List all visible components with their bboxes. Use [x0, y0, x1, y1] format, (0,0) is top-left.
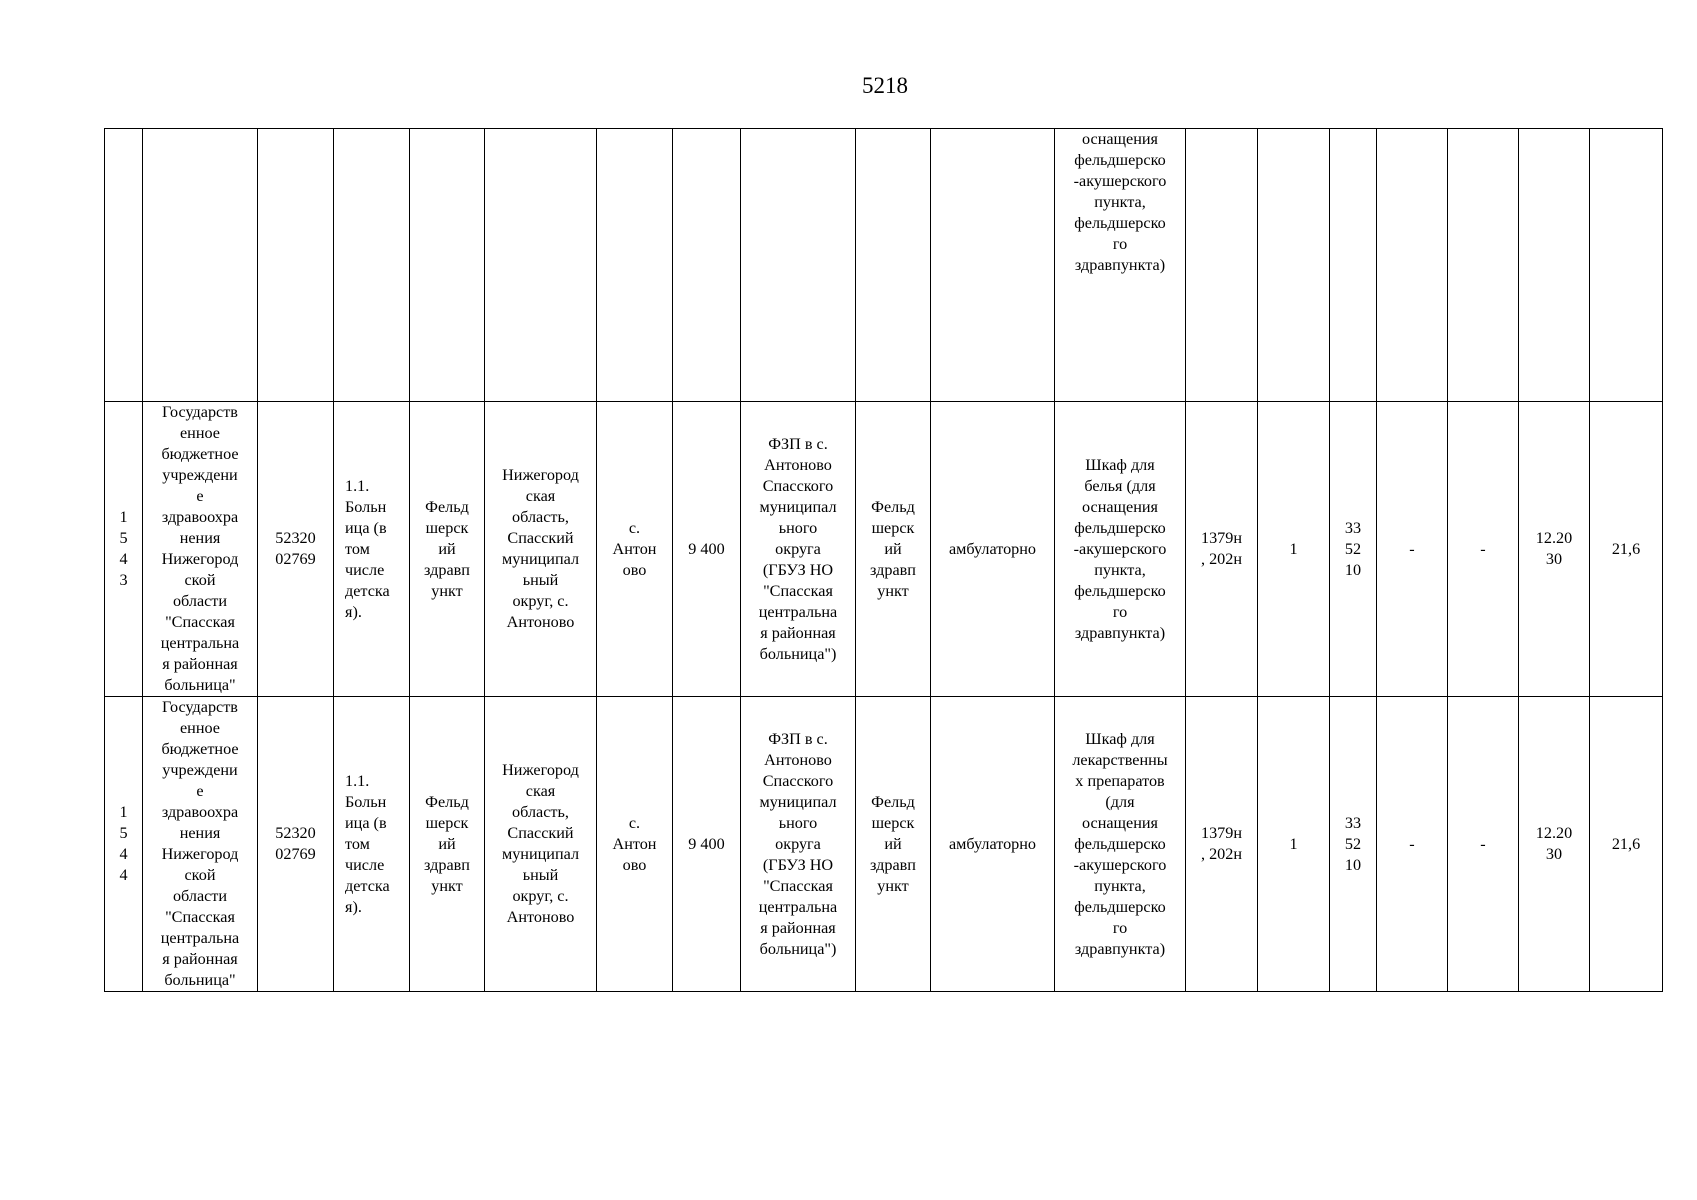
organization-name: Государств енное бюджетное учреждени е здравоохра нения Нижегород ской области "Спасская центральна я районная больница" [160, 403, 240, 694]
cell-address [485, 402, 597, 697]
cell-empty [1448, 129, 1519, 402]
cell-facility [741, 402, 856, 697]
cell-empty [258, 129, 334, 402]
cell-date [1519, 697, 1590, 992]
cell-date [1519, 402, 1590, 697]
facility-value: ФЗП в с. Антоново Спасского муниципал ьного округа (ГБУЗ НО "Спасская центральна я районная больница") [758, 434, 838, 663]
quantity-value: 1 [1289, 539, 1298, 558]
locality-value: с. Антон ово [612, 518, 657, 579]
row-number: 1 5 4 4 [119, 803, 128, 884]
cell-code [1330, 697, 1377, 992]
col16-value: - [1480, 834, 1486, 853]
cell-empty [1330, 129, 1377, 402]
cell-item-continued [1055, 129, 1186, 402]
cell-subdivision [856, 402, 931, 697]
cell-locality [597, 402, 673, 697]
cell-population [673, 697, 741, 992]
cell-empty [143, 129, 258, 402]
cell-empty [1519, 129, 1590, 402]
category-value: 1.1. Больн ица (в том числе детска я). [345, 771, 390, 916]
order-value: 1379н , 202н [1200, 824, 1243, 863]
population-value: 9 400 [688, 834, 725, 853]
cell-number [105, 697, 143, 992]
row-number: 1 5 4 3 [119, 508, 128, 589]
date-value: 12.20 30 [1535, 529, 1573, 568]
care-form-value: амбулаторно [948, 539, 1037, 558]
facility-value: ФЗП в с. Антоново Спасского муниципал ьного округа (ГБУЗ НО "Спасская центральна я районная больница") [758, 729, 838, 958]
care-form-value: амбулаторно [948, 834, 1037, 853]
cell-order [1186, 402, 1258, 697]
cell-amount [1590, 697, 1663, 992]
item-value: Шкаф для белья (для оснащения фельдшерско -акушерского пункта, фельдшерско го здравпункта) [1073, 455, 1167, 642]
col16-value: - [1480, 539, 1486, 558]
cell-organization [143, 402, 258, 697]
cell-empty [1590, 129, 1663, 402]
quantity-value: 1 [1289, 834, 1298, 853]
date-value: 12.20 30 [1535, 824, 1573, 863]
col15-value: - [1409, 834, 1415, 853]
cell-unit-type [410, 402, 485, 697]
cell-category [334, 402, 410, 697]
table-row [105, 402, 1663, 697]
cell-empty [105, 129, 143, 402]
cell-item [1055, 697, 1186, 992]
locality-value: с. Антон ово [612, 813, 657, 874]
cell-empty [334, 129, 410, 402]
cell-col15 [1377, 697, 1448, 992]
order-value: 1379н , 202н [1200, 529, 1243, 568]
cell-care-form [931, 697, 1055, 992]
organization-name: Государств енное бюджетное учреждени е здравоохра нения Нижегород ской области "Спасская центральна я районная больница" [160, 698, 240, 989]
amount-value: 21,6 [1611, 539, 1641, 558]
cell-number [105, 402, 143, 697]
cell-empty [485, 129, 597, 402]
cell-col16 [1448, 402, 1519, 697]
population-value: 9 400 [688, 539, 725, 558]
cell-organization [143, 697, 258, 992]
code-value: 33 52 10 [1344, 813, 1362, 874]
inn-value: 52320 02769 [275, 529, 316, 568]
continuation-row [105, 129, 1663, 402]
page-number: 5218 [862, 73, 908, 98]
cell-item [1055, 402, 1186, 697]
subdivision-value: Фельд шерск ий здравп ункт [870, 497, 916, 600]
subdivision-value: Фельд шерск ий здравп ункт [870, 792, 916, 895]
amount-value: 21,6 [1611, 834, 1641, 853]
cell-quantity [1258, 402, 1330, 697]
table-row [105, 697, 1663, 992]
item-continued-text: оснащения фельдшерско -акушерского пункта, фельдшерско го здравпункта) [1073, 130, 1167, 274]
cell-empty [931, 129, 1055, 402]
inn-value: 52320 02769 [275, 824, 316, 863]
cell-amount [1590, 402, 1663, 697]
cell-empty [1258, 129, 1330, 402]
cell-category [334, 697, 410, 992]
cell-empty [597, 129, 673, 402]
cell-care-form [931, 402, 1055, 697]
cell-subdivision [856, 697, 931, 992]
cell-col16 [1448, 697, 1519, 992]
cell-order [1186, 697, 1258, 992]
cell-empty [856, 129, 931, 402]
cell-unit-type [410, 697, 485, 992]
cell-col15 [1377, 402, 1448, 697]
equipment-table [104, 128, 1663, 992]
cell-address [485, 697, 597, 992]
cell-inn [258, 402, 334, 697]
code-value: 33 52 10 [1344, 518, 1362, 579]
address-value: Нижегород ская область, Спасский муниципал ьный округ, с. Антоново [501, 466, 580, 631]
item-value: Шкаф для лекарственны х препаратов (для оснащения фельдшерско -акушерского пункта, фельдшерско го здравпункта) [1072, 729, 1168, 958]
cell-population [673, 402, 741, 697]
address-value: Нижегород ская область, Спасский муниципал ьный округ, с. Антоново [501, 761, 580, 926]
cell-empty [673, 129, 741, 402]
cell-empty [741, 129, 856, 402]
cell-quantity [1258, 697, 1330, 992]
category-value: 1.1. Больн ица (в том числе детска я). [345, 476, 390, 621]
cell-facility [741, 697, 856, 992]
cell-inn [258, 697, 334, 992]
cell-empty [1186, 129, 1258, 402]
unit-type-value: Фельд шерск ий здравп ункт [424, 497, 470, 600]
cell-locality [597, 697, 673, 992]
unit-type-value: Фельд шерск ий здравп ункт [424, 792, 470, 895]
col15-value: - [1409, 539, 1415, 558]
cell-empty [410, 129, 485, 402]
cell-empty [1377, 129, 1448, 402]
cell-code [1330, 402, 1377, 697]
